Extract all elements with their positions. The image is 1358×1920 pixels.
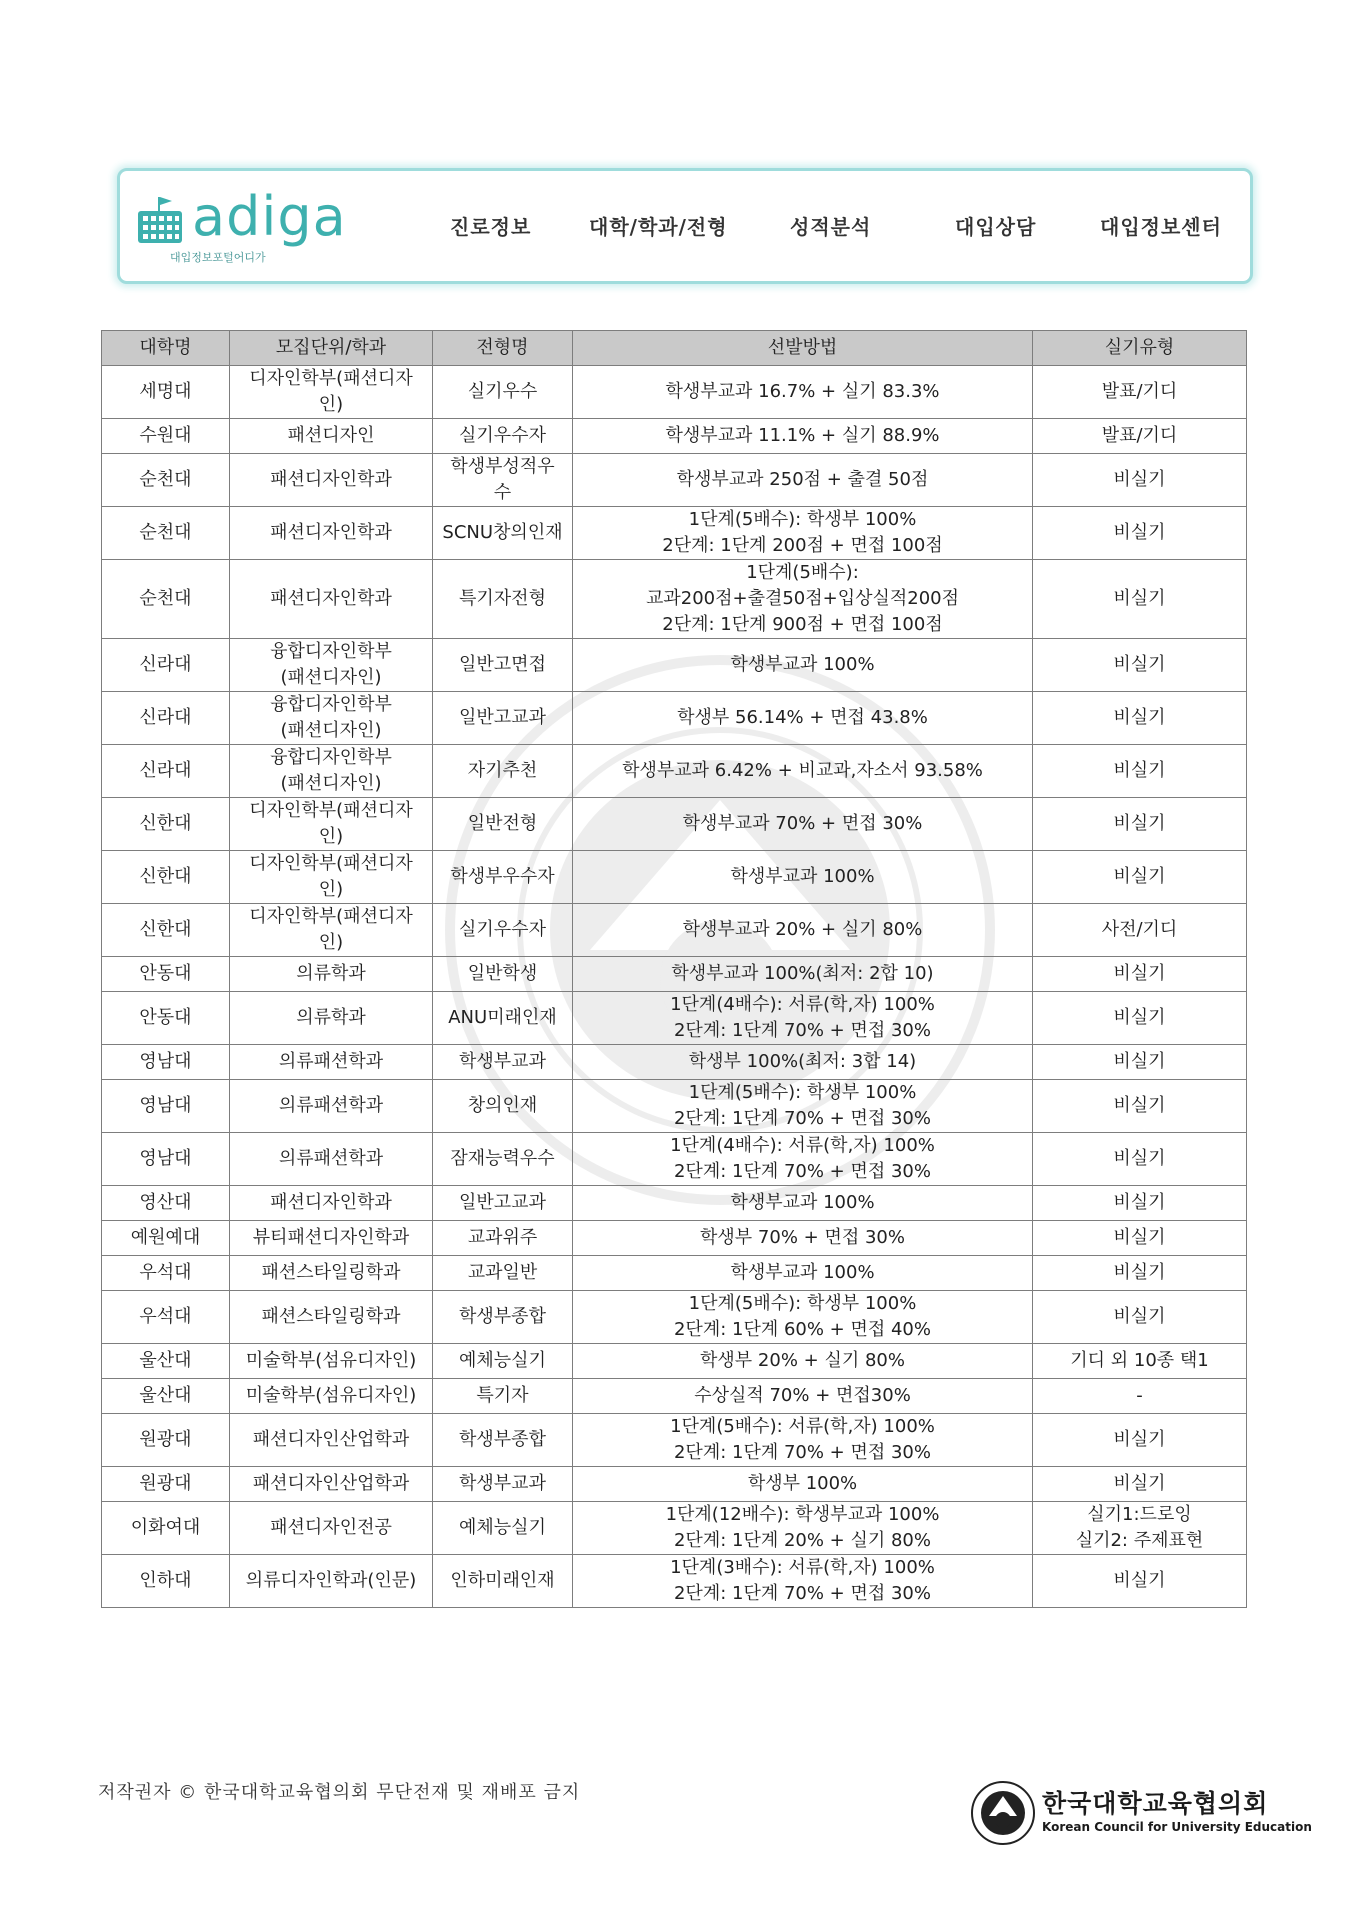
cell-admission-type: 일반고교과	[433, 1186, 573, 1221]
cell-university: 이화여대	[102, 1502, 230, 1555]
nav-admission-counsel[interactable]: 대입상담	[955, 215, 1037, 239]
cell-admission-type: 일반고면접	[433, 639, 573, 692]
cell-selection-method: 학생부교과 100%(최저: 2합 10)	[573, 957, 1033, 992]
cell-major: 의류디자인학과(인문)	[230, 1555, 433, 1608]
cell-admission-type: 특기자전형	[433, 560, 573, 639]
cell-practical-type: 비실기	[1033, 1291, 1247, 1344]
cell-selection-method: 1단계(5배수): 교과200점+출결50점+입상실적200점 2단계: 1단계 900점 + 면접 100점	[573, 560, 1033, 639]
cell-university: 신라대	[102, 692, 230, 745]
admission-table	[101, 330, 1247, 1608]
cell-selection-method: 학생부 56.14% + 면접 43.8%	[573, 692, 1033, 745]
cell-major: 패션디자인산업학과	[230, 1414, 433, 1467]
table-row	[102, 1291, 1247, 1344]
cell-selection-method: 학생부교과 6.42% + 비교과,자소서 93.58%	[573, 745, 1033, 798]
cell-practical-type: 비실기	[1033, 1555, 1247, 1608]
cell-selection-method: 1단계(4배수): 서류(학,자) 100% 2단계: 1단계 70% + 면접 30%	[573, 1133, 1033, 1186]
cell-selection-method: 1단계(5배수): 학생부 100% 2단계: 1단계 200점 + 면접 100점	[573, 507, 1033, 560]
cell-major: 미술학부(섬유디자인)	[230, 1379, 433, 1414]
table-row	[102, 639, 1247, 692]
table-row	[102, 1379, 1247, 1414]
cell-university: 세명대	[102, 366, 230, 419]
cell-admission-type: 예체능실기	[433, 1502, 573, 1555]
cell-admission-type: 특기자	[433, 1379, 573, 1414]
cell-selection-method: 1단계(5배수): 학생부 100% 2단계: 1단계 70% + 면접 30%	[573, 1080, 1033, 1133]
table-header-row	[102, 331, 1247, 366]
cell-practical-type: 비실기	[1033, 851, 1247, 904]
cell-admission-type: 학생부교과	[433, 1045, 573, 1080]
cell-selection-method: 학생부 100%	[573, 1467, 1033, 1502]
cell-major: 패션디자인산업학과	[230, 1467, 433, 1502]
cell-selection-method: 1단계(12배수): 학생부교과 100% 2단계: 1단계 20% + 실기 80%	[573, 1502, 1033, 1555]
table-row	[102, 1045, 1247, 1080]
cell-university: 예원예대	[102, 1221, 230, 1256]
cell-major: 의류패션학과	[230, 1045, 433, 1080]
cell-university: 신라대	[102, 745, 230, 798]
table-row	[102, 1502, 1247, 1555]
cell-university: 울산대	[102, 1344, 230, 1379]
cell-major: 디자인학부(패션디자 인)	[230, 904, 433, 957]
cell-admission-type: 실기우수자	[433, 419, 573, 454]
cell-selection-method: 1단계(5배수): 서류(학,자) 100% 2단계: 1단계 70% + 면접 30%	[573, 1414, 1033, 1467]
cell-university: 신라대	[102, 639, 230, 692]
cell-selection-method: 학생부교과 100%	[573, 639, 1033, 692]
cell-practical-type: 비실기	[1033, 560, 1247, 639]
table-row	[102, 1467, 1247, 1502]
cell-major: 의류패션학과	[230, 1133, 433, 1186]
logo-subtitle: 대입정보포털어디가	[170, 251, 266, 264]
table-row	[102, 957, 1247, 992]
cell-practical-type: 사전/기디	[1033, 904, 1247, 957]
cell-practical-type: 비실기	[1033, 1414, 1247, 1467]
table-row	[102, 1414, 1247, 1467]
cell-major: 뷰티패션디자인학과	[230, 1221, 433, 1256]
header-banner	[117, 168, 1253, 284]
table-row	[102, 851, 1247, 904]
cell-selection-method: 학생부교과 100%	[573, 1186, 1033, 1221]
table-row	[102, 745, 1247, 798]
nav-university-major[interactable]: 대학/학과/전형	[589, 215, 728, 239]
cell-admission-type: 학생부우수자	[433, 851, 573, 904]
cell-practical-type: 발표/기디	[1033, 366, 1247, 419]
kcue-name-korean: 한국대학교육협의회	[1042, 1789, 1269, 1818]
cell-practical-type: 기디 외 10종 택1	[1033, 1344, 1247, 1379]
cell-admission-type: 학생부성적우 수	[433, 454, 573, 507]
cell-university: 안동대	[102, 992, 230, 1045]
cell-admission-type: 교과위주	[433, 1221, 573, 1256]
cell-major: 패션디자인학과	[230, 1186, 433, 1221]
adiga-logo[interactable]	[136, 185, 366, 267]
cell-university: 신한대	[102, 851, 230, 904]
cell-admission-type: 학생부종합	[433, 1414, 573, 1467]
cell-practical-type: 발표/기디	[1033, 419, 1247, 454]
cell-university: 우석대	[102, 1256, 230, 1291]
cell-practical-type: 비실기	[1033, 1080, 1247, 1133]
cell-admission-type: 학생부종합	[433, 1291, 573, 1344]
table-body	[102, 366, 1247, 1608]
cell-practical-type: 비실기	[1033, 507, 1247, 560]
col-header-major: 모집단위/학과	[230, 331, 433, 366]
cell-university: 순천대	[102, 560, 230, 639]
cell-practical-type: 비실기	[1033, 992, 1247, 1045]
cell-admission-type: 교과일반	[433, 1256, 573, 1291]
cell-practical-type: 비실기	[1033, 1221, 1247, 1256]
cell-selection-method: 1단계(4배수): 서류(학,자) 100% 2단계: 1단계 70% + 면접 30%	[573, 992, 1033, 1045]
nav-career-info[interactable]: 진로정보	[450, 215, 532, 239]
cell-admission-type: 일반고교과	[433, 692, 573, 745]
cell-university: 영남대	[102, 1045, 230, 1080]
table-row	[102, 1080, 1247, 1133]
cell-major: 의류패션학과	[230, 1080, 433, 1133]
cell-selection-method: 학생부교과 70% + 면접 30%	[573, 798, 1033, 851]
cell-selection-method: 학생부교과 100%	[573, 1256, 1033, 1291]
table-row	[102, 419, 1247, 454]
cell-selection-method: 수상실적 70% + 면접30%	[573, 1379, 1033, 1414]
cell-major: 패션디자인학과	[230, 560, 433, 639]
cell-selection-method: 학생부 20% + 실기 80%	[573, 1344, 1033, 1379]
cell-admission-type: ANU미래인재	[433, 992, 573, 1045]
cell-admission-type: 일반학생	[433, 957, 573, 992]
table-row	[102, 560, 1247, 639]
cell-university: 영남대	[102, 1080, 230, 1133]
cell-selection-method: 학생부 100%(최저: 3합 14)	[573, 1045, 1033, 1080]
cell-major: 융합디자인학부 (패션디자인)	[230, 745, 433, 798]
cell-practical-type: 비실기	[1033, 1186, 1247, 1221]
cell-admission-type: 인하미래인재	[433, 1555, 573, 1608]
cell-university: 안동대	[102, 957, 230, 992]
cell-major: 패션디자인학과	[230, 454, 433, 507]
cell-major: 디자인학부(패션디자 인)	[230, 366, 433, 419]
cell-practical-type: -	[1033, 1379, 1247, 1414]
nav-admission-center[interactable]: 대입정보센터	[1100, 215, 1222, 239]
cell-university: 신한대	[102, 904, 230, 957]
cell-selection-method: 학생부교과 250점 + 출결 50점	[573, 454, 1033, 507]
cell-admission-type: 창의인재	[433, 1080, 573, 1133]
cell-university: 원광대	[102, 1414, 230, 1467]
table-row	[102, 904, 1247, 957]
table-row	[102, 1133, 1247, 1186]
cell-selection-method: 1단계(3배수): 서류(학,자) 100% 2단계: 1단계 70% + 면접 30%	[573, 1555, 1033, 1608]
cell-selection-method: 학생부교과 20% + 실기 80%	[573, 904, 1033, 957]
cell-practical-type: 비실기	[1033, 957, 1247, 992]
cell-university: 우석대	[102, 1291, 230, 1344]
cell-major: 패션디자인	[230, 419, 433, 454]
cell-practical-type: 비실기	[1033, 1256, 1247, 1291]
kcue-seal-icon	[970, 1780, 1036, 1846]
table-row	[102, 366, 1247, 419]
cell-practical-type: 비실기	[1033, 1133, 1247, 1186]
col-header-university: 대학명	[102, 331, 230, 366]
cell-university: 수원대	[102, 419, 230, 454]
cell-university: 인하대	[102, 1555, 230, 1608]
table-row	[102, 1186, 1247, 1221]
col-header-selection-method: 선발방법	[573, 331, 1033, 366]
cell-university: 순천대	[102, 454, 230, 507]
table-row	[102, 1344, 1247, 1379]
cell-university: 영남대	[102, 1133, 230, 1186]
cell-practical-type: 비실기	[1033, 1467, 1247, 1502]
main-nav	[450, 211, 1240, 251]
cell-practical-type: 비실기	[1033, 692, 1247, 745]
table-row	[102, 1555, 1247, 1608]
cell-admission-type: 학생부교과	[433, 1467, 573, 1502]
cell-major: 의류학과	[230, 992, 433, 1045]
cell-university: 영산대	[102, 1186, 230, 1221]
cell-admission-type: 자기추천	[433, 745, 573, 798]
cell-practical-type: 비실기	[1033, 798, 1247, 851]
cell-major: 디자인학부(패션디자 인)	[230, 798, 433, 851]
cell-practical-type: 실기1:드로잉 실기2: 주제표현	[1033, 1502, 1247, 1555]
cell-admission-type: 실기우수자	[433, 904, 573, 957]
cell-major: 융합디자인학부 (패션디자인)	[230, 692, 433, 745]
cell-major: 패션스타일링학과	[230, 1291, 433, 1344]
cell-major: 패션디자인전공	[230, 1502, 433, 1555]
cell-practical-type: 비실기	[1033, 1045, 1247, 1080]
nav-score-analysis[interactable]: 성적분석	[790, 215, 872, 239]
table-row	[102, 1256, 1247, 1291]
kcue-name-english: Korean Council for University Education	[1042, 1820, 1312, 1834]
table-row	[102, 1221, 1247, 1256]
cell-major: 디자인학부(패션디자 인)	[230, 851, 433, 904]
cell-major: 패션디자인학과	[230, 507, 433, 560]
cell-practical-type: 비실기	[1033, 454, 1247, 507]
cell-major: 패션스타일링학과	[230, 1256, 433, 1291]
table-row	[102, 507, 1247, 560]
cell-major: 미술학부(섬유디자인)	[230, 1344, 433, 1379]
cell-admission-type: 예체능실기	[433, 1344, 573, 1379]
logo-wordmark: adiga	[192, 185, 347, 248]
cell-admission-type: 실기우수	[433, 366, 573, 419]
table-row	[102, 798, 1247, 851]
cell-admission-type: SCNU창의인재	[433, 507, 573, 560]
cell-university: 신한대	[102, 798, 230, 851]
col-header-admission-type: 전형명	[433, 331, 573, 366]
table-row	[102, 692, 1247, 745]
cell-major: 융합디자인학부 (패션디자인)	[230, 639, 433, 692]
cell-selection-method: 1단계(5배수): 학생부 100% 2단계: 1단계 60% + 면접 40%	[573, 1291, 1033, 1344]
copyright-notice: 저작권자 © 한국대학교육협의회 무단전재 및 재배포 금지	[98, 1782, 581, 1803]
cell-selection-method: 학생부교과 16.7% + 실기 83.3%	[573, 366, 1033, 419]
cell-university: 원광대	[102, 1467, 230, 1502]
cell-admission-type: 일반전형	[433, 798, 573, 851]
col-header-practical-type: 실기유형	[1033, 331, 1247, 366]
cell-selection-method: 학생부교과 11.1% + 실기 88.9%	[573, 419, 1033, 454]
cell-selection-method: 학생부교과 100%	[573, 851, 1033, 904]
cell-admission-type: 잠재능력우수	[433, 1133, 573, 1186]
cell-practical-type: 비실기	[1033, 639, 1247, 692]
cell-practical-type: 비실기	[1033, 745, 1247, 798]
cell-major: 의류학과	[230, 957, 433, 992]
cell-university: 울산대	[102, 1379, 230, 1414]
cell-selection-method: 학생부 70% + 면접 30%	[573, 1221, 1033, 1256]
table-row	[102, 992, 1247, 1045]
table-row	[102, 454, 1247, 507]
cell-university: 순천대	[102, 507, 230, 560]
kcue-logo	[970, 1780, 1312, 1850]
building-flag-icon	[136, 195, 186, 247]
